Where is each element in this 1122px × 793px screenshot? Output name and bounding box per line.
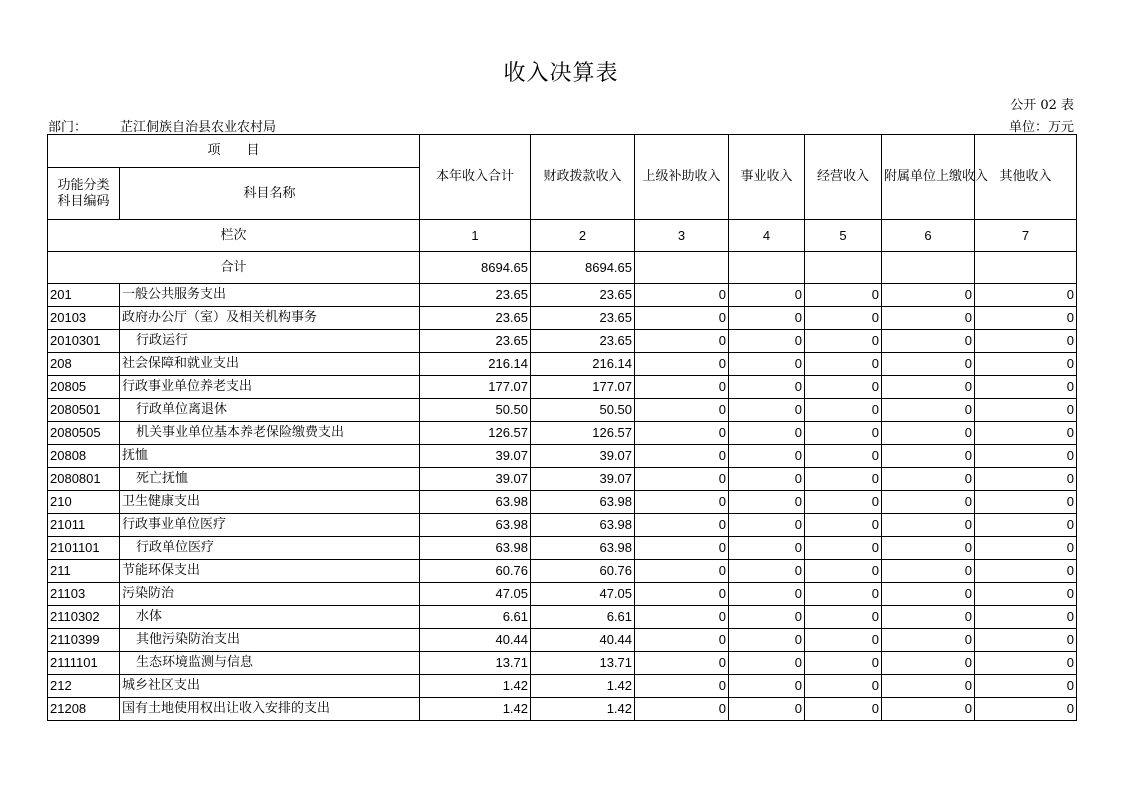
row-value: 63.98: [420, 514, 531, 537]
table-row: [48, 491, 1077, 514]
row-value: 216.14: [531, 353, 635, 376]
table-row: [48, 284, 1077, 307]
row-code: 2010301: [48, 330, 120, 353]
header-col-3: 上级补助收入: [635, 135, 729, 220]
row-value: 0: [635, 652, 729, 675]
row-name: 政府办公厅（室）及相关机构事务: [120, 307, 420, 330]
table-row: [48, 675, 1077, 698]
row-code: 20808: [48, 445, 120, 468]
row-code: 20103: [48, 307, 120, 330]
row-value: 60.76: [420, 560, 531, 583]
row-value: 216.14: [420, 353, 531, 376]
row-name: 抚恤: [120, 445, 420, 468]
row-value: 0: [729, 629, 805, 652]
row-value: 0: [975, 560, 1077, 583]
row-value: 0: [729, 675, 805, 698]
row-value: 126.57: [420, 422, 531, 445]
header-item: 项 目: [48, 135, 420, 168]
row-value: 0: [635, 698, 729, 721]
row-value: 0: [882, 445, 975, 468]
row-value: 39.07: [531, 468, 635, 491]
row-code: 210: [48, 491, 120, 514]
row-value: 0: [635, 560, 729, 583]
row-value: 0: [635, 284, 729, 307]
row-value: 0: [805, 422, 882, 445]
row-value: 0: [882, 629, 975, 652]
row-value: 0: [729, 514, 805, 537]
row-value: 0: [975, 445, 1077, 468]
row-value: 23.65: [531, 330, 635, 353]
row-value: 0: [635, 491, 729, 514]
table-row: [48, 606, 1077, 629]
row-value: 47.05: [531, 583, 635, 606]
row-value: 0: [635, 537, 729, 560]
row-value: 0: [635, 468, 729, 491]
header-col-1: 本年收入合计: [420, 135, 531, 220]
row-name: 社会保障和就业支出: [120, 353, 420, 376]
row-value: 0: [729, 468, 805, 491]
row-name: 生态环境监测与信息: [120, 652, 420, 675]
row-value: 0: [729, 560, 805, 583]
row-name: 国有土地使用权出让收入安排的支出: [120, 698, 420, 721]
row-name: 卫生健康支出: [120, 491, 420, 514]
row-value: 0: [975, 422, 1077, 445]
row-value: 0: [975, 284, 1077, 307]
row-value: 63.98: [420, 537, 531, 560]
row-value: 0: [805, 652, 882, 675]
row-code: 2080501: [48, 399, 120, 422]
header-col-4: 事业收入: [729, 135, 805, 220]
row-value: 0: [805, 537, 882, 560]
row-code: 2080801: [48, 468, 120, 491]
row-value: 0: [805, 468, 882, 491]
row-value: 0: [975, 606, 1077, 629]
row-value: 39.07: [531, 445, 635, 468]
unit-label: 单位：万元: [1008, 120, 1074, 135]
row-code: 21208: [48, 698, 120, 721]
row-value: 50.50: [420, 399, 531, 422]
row-value: 0: [635, 353, 729, 376]
row-value: 0: [882, 399, 975, 422]
row-value: 0: [882, 698, 975, 721]
form-number: 公开 02 表: [1010, 98, 1074, 113]
row-code: 201: [48, 284, 120, 307]
row-value: 0: [729, 307, 805, 330]
total-value: [635, 252, 729, 284]
row-value: 0: [975, 537, 1077, 560]
total-value: [805, 252, 882, 284]
row-value: 0: [805, 514, 882, 537]
row-value: 0: [975, 353, 1077, 376]
table-row: [48, 537, 1077, 560]
table-row: [48, 583, 1077, 606]
row-value: 0: [635, 330, 729, 353]
row-value: 1.42: [531, 675, 635, 698]
row-code: 21011: [48, 514, 120, 537]
header-col-7: 其他收入: [975, 135, 1077, 220]
row-value: 40.44: [531, 629, 635, 652]
row-name: 水体: [120, 606, 420, 629]
total-value: 8694.65: [420, 252, 531, 284]
row-value: 0: [975, 583, 1077, 606]
row-name: 死亡抚恤: [120, 468, 420, 491]
row-value: 0: [805, 284, 882, 307]
row-value: 0: [805, 629, 882, 652]
row-value: 0: [805, 445, 882, 468]
row-name: 城乡社区支出: [120, 675, 420, 698]
row-value: 0: [975, 629, 1077, 652]
department-name: 芷江侗族自治县农业农村局: [120, 120, 277, 135]
row-name: 行政事业单位医疗: [120, 514, 420, 537]
col-number-4: 4: [729, 220, 805, 252]
row-value: 0: [882, 353, 975, 376]
row-value: 0: [805, 399, 882, 422]
total-label: 合计: [48, 252, 420, 284]
row-name: 节能环保支出: [120, 560, 420, 583]
row-value: 0: [882, 468, 975, 491]
row-code: 20805: [48, 376, 120, 399]
row-value: 177.07: [420, 376, 531, 399]
row-value: 0: [805, 698, 882, 721]
row-value: 23.65: [420, 284, 531, 307]
row-value: 0: [729, 537, 805, 560]
row-value: 0: [975, 307, 1077, 330]
table-row: [48, 514, 1077, 537]
row-value: 23.65: [531, 307, 635, 330]
row-code: 21103: [48, 583, 120, 606]
row-value: 0: [975, 399, 1077, 422]
row-value: 0: [805, 606, 882, 629]
row-value: 0: [635, 445, 729, 468]
row-value: 0: [805, 583, 882, 606]
header-subject-name: 科目名称: [120, 168, 420, 220]
row-value: 0: [882, 514, 975, 537]
row-value: 0: [635, 422, 729, 445]
row-value: 0: [729, 284, 805, 307]
row-value: 6.61: [531, 606, 635, 629]
table-row: [48, 468, 1077, 491]
row-value: 177.07: [531, 376, 635, 399]
row-value: 0: [882, 652, 975, 675]
table-row: [48, 376, 1077, 399]
row-value: 0: [882, 330, 975, 353]
row-value: 0: [975, 376, 1077, 399]
row-value: 0: [975, 491, 1077, 514]
total-value: 8694.65: [531, 252, 635, 284]
row-code: 211: [48, 560, 120, 583]
row-value: 0: [882, 284, 975, 307]
row-value: 0: [729, 330, 805, 353]
row-value: 0: [975, 468, 1077, 491]
row-value: 0: [882, 422, 975, 445]
row-value: 63.98: [531, 537, 635, 560]
meta-bar: [48, 116, 1074, 135]
row-value: 50.50: [531, 399, 635, 422]
table-row: [48, 307, 1077, 330]
header-col-5: 经营收入: [805, 135, 882, 220]
row-value: 0: [729, 445, 805, 468]
row-value: 0: [882, 560, 975, 583]
row-value: 0: [729, 583, 805, 606]
row-value: 0: [975, 514, 1077, 537]
row-value: 0: [882, 606, 975, 629]
table-row: [48, 560, 1077, 583]
header-col-label: 栏次: [48, 220, 420, 252]
col-number-7: 7: [975, 220, 1077, 252]
row-value: 0: [729, 698, 805, 721]
row-value: 0: [635, 514, 729, 537]
row-value: 0: [635, 307, 729, 330]
row-name: 行政单位医疗: [120, 537, 420, 560]
row-value: 60.76: [531, 560, 635, 583]
total-value: [882, 252, 975, 284]
row-value: 1.42: [420, 675, 531, 698]
row-value: 0: [882, 307, 975, 330]
row-value: 0: [882, 583, 975, 606]
row-value: 39.07: [420, 445, 531, 468]
col-number-5: 5: [805, 220, 882, 252]
row-value: 0: [805, 307, 882, 330]
row-value: 0: [729, 652, 805, 675]
col-number-2: 2: [531, 220, 635, 252]
row-value: 0: [975, 675, 1077, 698]
row-value: 126.57: [531, 422, 635, 445]
row-value: 0: [729, 353, 805, 376]
row-value: 0: [975, 330, 1077, 353]
table-row: [48, 422, 1077, 445]
row-value: 0: [729, 491, 805, 514]
row-code: 2111101: [48, 652, 120, 675]
row-value: 0: [882, 376, 975, 399]
page-title: 收入决算表: [503, 61, 619, 86]
row-value: 47.05: [420, 583, 531, 606]
row-value: 0: [882, 491, 975, 514]
col-number-3: 3: [635, 220, 729, 252]
row-name: 一般公共服务支出: [120, 284, 420, 307]
department-label: 部门：: [48, 120, 88, 135]
table-row: [48, 698, 1077, 721]
row-code: 2080505: [48, 422, 120, 445]
row-value: 0: [729, 399, 805, 422]
row-name: 机关事业单位基本养老保险缴费支出: [120, 422, 420, 445]
row-value: 0: [805, 376, 882, 399]
header-col-6: 附属单位上缴收入: [882, 135, 975, 220]
row-value: 23.65: [420, 307, 531, 330]
row-value: 63.98: [531, 514, 635, 537]
row-value: 0: [805, 330, 882, 353]
row-value: 0: [975, 698, 1077, 721]
row-name: 行政单位离退休: [120, 399, 420, 422]
row-value: 0: [635, 629, 729, 652]
row-value: 0: [635, 675, 729, 698]
row-name: 污染防治: [120, 583, 420, 606]
row-value: 39.07: [420, 468, 531, 491]
row-value: 0: [805, 560, 882, 583]
row-code: 212: [48, 675, 120, 698]
row-value: 0: [975, 652, 1077, 675]
row-value: 63.98: [420, 491, 531, 514]
total-row: [48, 252, 1077, 284]
row-value: 1.42: [420, 698, 531, 721]
row-value: 0: [882, 537, 975, 560]
row-value: 0: [805, 353, 882, 376]
header-func-code: 功能分类 科目编码: [48, 168, 120, 220]
col-number-1: 1: [420, 220, 531, 252]
table-row: [48, 353, 1077, 376]
row-code: 208: [48, 353, 120, 376]
row-value: 6.61: [420, 606, 531, 629]
row-name: 行政事业单位养老支出: [120, 376, 420, 399]
row-code: 2110399: [48, 629, 120, 652]
row-value: 13.71: [420, 652, 531, 675]
row-value: 0: [635, 399, 729, 422]
total-value: [729, 252, 805, 284]
table-row: [48, 629, 1077, 652]
row-value: 63.98: [531, 491, 635, 514]
row-value: 23.65: [420, 330, 531, 353]
row-value: 0: [635, 376, 729, 399]
row-value: 0: [729, 422, 805, 445]
row-value: 0: [882, 675, 975, 698]
col-number-6: 6: [882, 220, 975, 252]
row-name: 行政运行: [120, 330, 420, 353]
row-value: 0: [635, 583, 729, 606]
header-col-2: 财政拨款收入: [531, 135, 635, 220]
row-value: 0: [805, 675, 882, 698]
table-row: [48, 445, 1077, 468]
table-row: [48, 330, 1077, 353]
row-code: 2110302: [48, 606, 120, 629]
row-value: 0: [635, 606, 729, 629]
total-value: [975, 252, 1077, 284]
row-value: 0: [729, 606, 805, 629]
row-value: 0: [805, 491, 882, 514]
income-table: [47, 134, 1077, 721]
table-row: [48, 652, 1077, 675]
row-value: 1.42: [531, 698, 635, 721]
row-value: 0: [729, 376, 805, 399]
table-row: [48, 399, 1077, 422]
row-code: 2101101: [48, 537, 120, 560]
row-value: 40.44: [420, 629, 531, 652]
row-value: 13.71: [531, 652, 635, 675]
row-name: 其他污染防治支出: [120, 629, 420, 652]
row-value: 23.65: [531, 284, 635, 307]
